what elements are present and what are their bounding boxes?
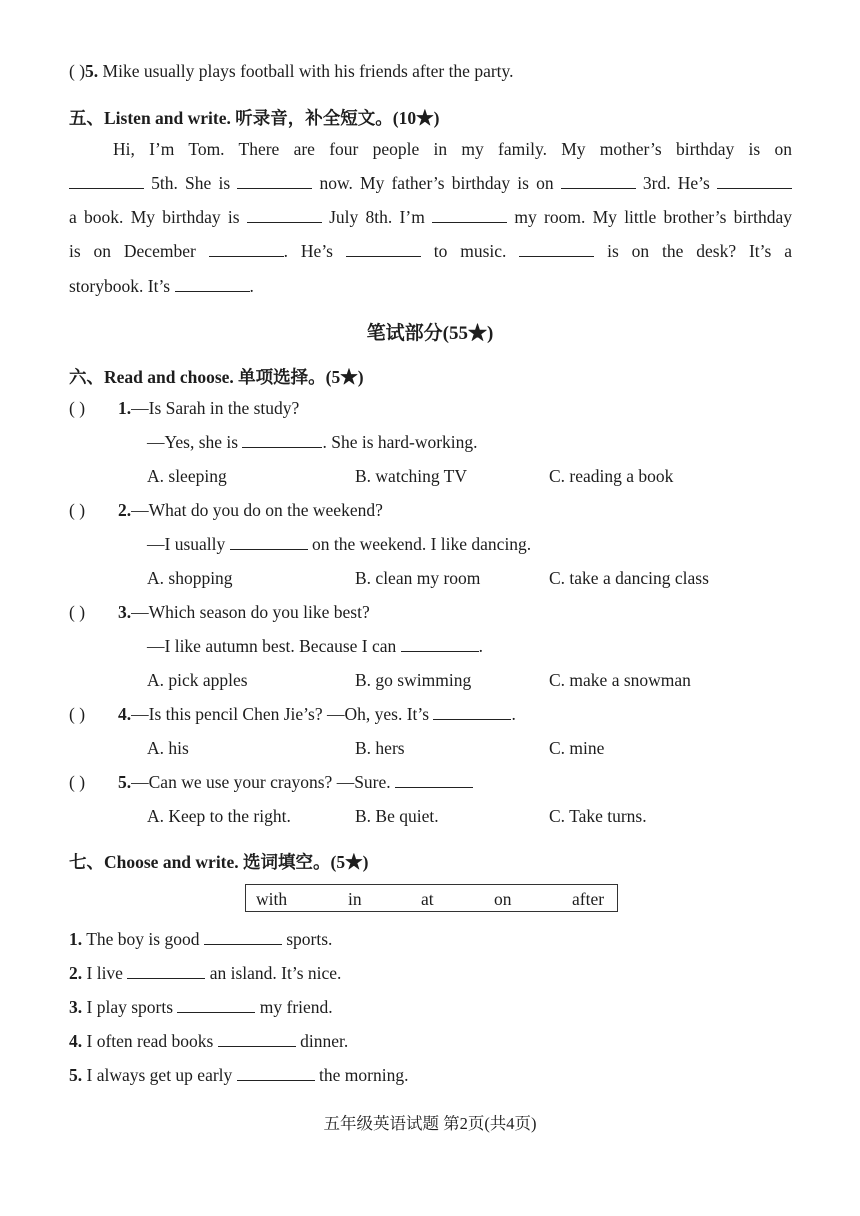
answer-blank[interactable] bbox=[401, 650, 479, 652]
question-number: 5. bbox=[118, 772, 132, 792]
question-text: —Which season do you like best? bbox=[131, 602, 370, 622]
option-b[interactable]: B. clean my room bbox=[355, 568, 481, 588]
passage-line-3 bbox=[69, 207, 792, 228]
question-text: I play sports bbox=[86, 997, 178, 1017]
answer-paren[interactable]: ( ) bbox=[69, 772, 86, 792]
answer-blank[interactable] bbox=[247, 221, 322, 223]
question-text: —Can we use your crayons? —Sure. bbox=[131, 772, 396, 792]
answer-blank[interactable] bbox=[177, 1011, 255, 1013]
question-text: —Yes, she is bbox=[147, 432, 243, 452]
question-text: —What do you do on the weekend? bbox=[131, 500, 383, 520]
answer-blank[interactable] bbox=[237, 187, 312, 189]
passage-line-4 bbox=[69, 241, 792, 262]
question-text: dinner. bbox=[295, 1031, 349, 1051]
passage-text: my room. My little brother’s birthday bbox=[507, 207, 792, 227]
question-text: on the weekend. I like dancing. bbox=[307, 534, 532, 554]
section-5-title: 五、Listen and write. 听录音，补全短文。(10★) bbox=[69, 108, 440, 128]
question-text: sports. bbox=[281, 929, 333, 949]
option-a[interactable]: A. his bbox=[147, 738, 189, 758]
option-a[interactable]: A. shopping bbox=[147, 568, 233, 588]
question-3-answer-line bbox=[147, 636, 483, 657]
fill-item-4 bbox=[69, 1031, 348, 1052]
listen-question-5 bbox=[69, 61, 514, 82]
answer-blank[interactable] bbox=[127, 977, 205, 979]
question-text: I always get up early bbox=[86, 1065, 237, 1085]
passage-text: now. My father’s birthday is on bbox=[312, 173, 561, 193]
question-text: my friend. bbox=[255, 997, 333, 1017]
answer-paren: ( ) bbox=[69, 61, 86, 81]
option-b[interactable]: B. hers bbox=[355, 738, 405, 758]
fill-item-3 bbox=[69, 997, 333, 1018]
answer-blank[interactable] bbox=[230, 548, 308, 550]
fill-item-2 bbox=[69, 963, 341, 984]
word-bank-item: after bbox=[572, 889, 605, 909]
word-bank bbox=[245, 884, 618, 912]
option-a[interactable]: A. Keep to the right. bbox=[147, 806, 291, 826]
question-text: —I usually bbox=[147, 534, 230, 554]
passage-text: July 8th. I’m bbox=[321, 207, 433, 227]
question-text: Mike usually plays football with his friends after the party. bbox=[102, 61, 514, 81]
passage-line-5 bbox=[69, 276, 254, 297]
answer-paren[interactable]: ( ) bbox=[69, 704, 86, 724]
option-c[interactable]: C. mine bbox=[549, 738, 605, 758]
option-c[interactable]: C. take a dancing class bbox=[549, 568, 709, 588]
word-bank-item: on bbox=[494, 889, 512, 909]
question-text: —Is Sarah in the study? bbox=[131, 398, 300, 418]
question-text: I live bbox=[86, 963, 128, 983]
section-7-title: 七、Choose and write. 选词填空。(5★) bbox=[69, 852, 369, 872]
choice-question-4 bbox=[118, 704, 516, 725]
option-c[interactable]: C. make a snowman bbox=[549, 670, 691, 690]
answer-blank[interactable] bbox=[204, 943, 282, 945]
question-number: 1. bbox=[69, 929, 83, 949]
option-b[interactable]: B. Be quiet. bbox=[355, 806, 439, 826]
passage-text: 5th. She is bbox=[144, 173, 238, 193]
answer-blank[interactable] bbox=[209, 255, 284, 257]
answer-blank[interactable] bbox=[433, 718, 511, 720]
answer-blank[interactable] bbox=[175, 290, 250, 292]
answer-blank[interactable] bbox=[242, 446, 322, 448]
fill-item-5 bbox=[69, 1065, 408, 1086]
answer-paren[interactable]: ( ) bbox=[69, 602, 86, 622]
passage-text: storybook. It’s bbox=[69, 276, 175, 296]
question-number: 5. bbox=[85, 61, 99, 81]
option-a[interactable]: A. pick apples bbox=[147, 670, 248, 690]
passage-line-2 bbox=[69, 173, 792, 194]
option-b[interactable]: B. watching TV bbox=[355, 466, 467, 486]
option-c[interactable]: C. reading a book bbox=[549, 466, 674, 486]
passage-text: . He’s bbox=[283, 241, 346, 261]
passage-text: 3rd. He’s bbox=[635, 173, 717, 193]
question-text: the morning. bbox=[314, 1065, 409, 1085]
option-a[interactable]: A. sleeping bbox=[147, 466, 227, 486]
page-footer: 五年级英语试题 第2页(共4页) bbox=[323, 1114, 537, 1133]
answer-blank[interactable] bbox=[395, 786, 473, 788]
written-part-title: 笔试部分(55★) bbox=[366, 323, 494, 344]
answer-blank[interactable] bbox=[717, 187, 792, 189]
passage-text: is on December bbox=[69, 241, 209, 261]
question-number: 4. bbox=[69, 1031, 83, 1051]
choice-question-3 bbox=[118, 602, 370, 623]
question-text: The boy is good bbox=[86, 929, 204, 949]
passage-text: is on the desk? It’s a bbox=[594, 241, 792, 261]
answer-paren[interactable]: ( ) bbox=[69, 500, 86, 520]
choice-question-5 bbox=[118, 772, 473, 793]
option-b[interactable]: B. go swimming bbox=[355, 670, 472, 690]
question-number: 3. bbox=[69, 997, 83, 1017]
word-bank-item: with bbox=[256, 889, 288, 909]
answer-blank[interactable] bbox=[69, 187, 144, 189]
question-number: 5. bbox=[69, 1065, 83, 1085]
question-1-answer-line bbox=[147, 432, 478, 453]
answer-blank[interactable] bbox=[237, 1079, 315, 1081]
question-text: an island. It’s nice. bbox=[205, 963, 342, 983]
question-number: 3. bbox=[118, 602, 132, 622]
answer-blank[interactable] bbox=[346, 255, 421, 257]
question-text: —Is this pencil Chen Jie’s? —Oh, yes. It’s bbox=[131, 704, 434, 724]
answer-blank[interactable] bbox=[218, 1045, 296, 1047]
option-c[interactable]: C. Take turns. bbox=[549, 806, 647, 826]
question-2-answer-line bbox=[147, 534, 531, 555]
question-number: 2. bbox=[118, 500, 132, 520]
question-text: I often read books bbox=[86, 1031, 218, 1051]
section-6-title: 六、Read and choose. 单项选择。(5★) bbox=[69, 367, 364, 387]
question-number: 2. bbox=[69, 963, 83, 983]
choice-question-2 bbox=[118, 500, 383, 521]
fill-item-1 bbox=[69, 929, 332, 950]
question-text: . She is hard-working. bbox=[322, 432, 478, 452]
passage-text: to music. bbox=[420, 241, 520, 261]
question-text: . bbox=[478, 636, 484, 656]
answer-blank[interactable] bbox=[561, 187, 636, 189]
answer-blank[interactable] bbox=[519, 255, 594, 257]
passage-text: a book. My birthday is bbox=[69, 207, 247, 227]
word-bank-item: at bbox=[421, 889, 434, 909]
answer-paren[interactable]: ( ) bbox=[69, 398, 86, 418]
choice-question-1 bbox=[118, 398, 299, 419]
question-number: 1. bbox=[118, 398, 132, 418]
question-text: —I like autumn best. Because I can bbox=[147, 636, 401, 656]
passage-line-1: Hi, I’m Tom. There are four people in my family. My mother’s birthday is on bbox=[113, 139, 792, 159]
answer-blank[interactable] bbox=[432, 221, 507, 223]
word-bank-item: in bbox=[348, 889, 362, 909]
question-number: 4. bbox=[118, 704, 132, 724]
passage-text: . bbox=[249, 276, 254, 296]
question-text: . bbox=[511, 704, 516, 724]
